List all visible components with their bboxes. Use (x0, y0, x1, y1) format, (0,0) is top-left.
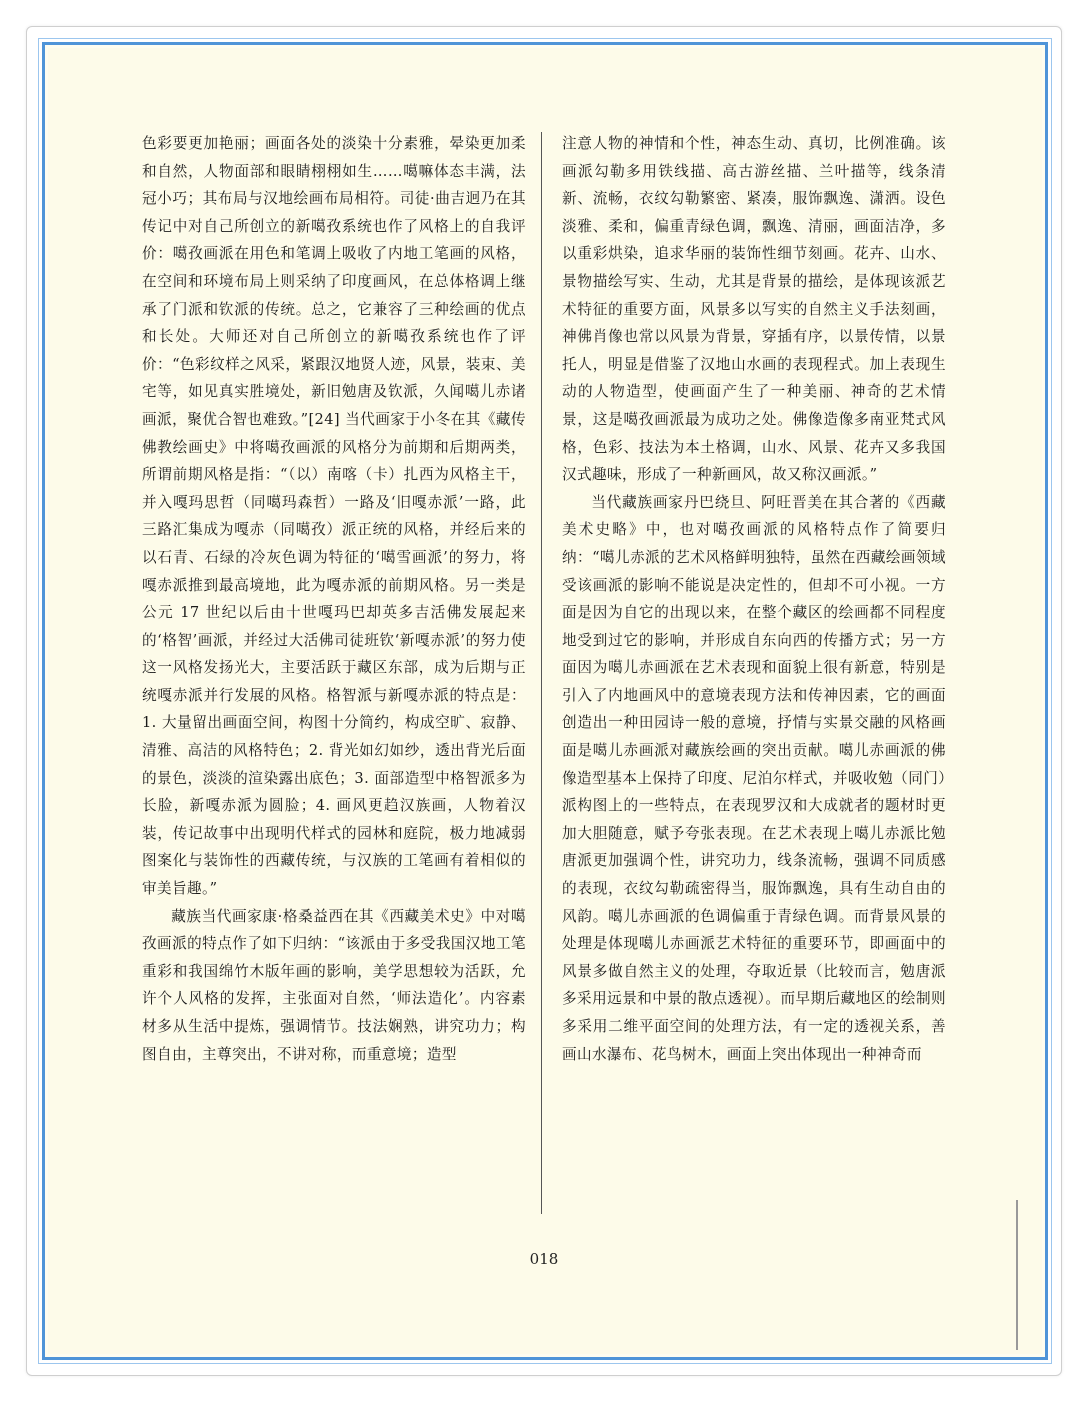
right-paragraph-2: 当代藏族画家丹巴绕旦、阿旺晋美在其合著的《西藏美术史略》中，也对噶孜画派的风格特点作了简要归纳：“噶儿赤派的艺术风格鲜明独特，虽然在西藏绘画领域受该画派的影响不能说是决定性的，但却不可小视。一方面是因为自它的出现以来，在整个藏区的绘画都不同程度地受到过它的影响，并形成自东向西的传播方式；另一方面因为噶儿赤画派在艺术表现和面貌上很有新意，特别是引入了内地画风中的意境表现方法和传神因素，它的画面创造出一种田园诗一般的意境，抒情与实景交融的风格画面是噶儿赤画派对藏族绘画的突出贡献。噶儿赤画派的佛像造型基本上保持了印度、尼泊尔样式，并吸收勉（同门）派构图上的一些特点，在表现罗汉和大成就者的题材时更加大胆随意，赋予夸张表现。在艺术表现上噶儿赤派比勉唐派更加强调个性，讲究功力，线条流畅，强调不同质感的表现，衣纹勾勒疏密得当，服饰飘逸，具有生动自由的风韵。噶儿赤画派的色调偏重于青绿色调。而背景风景的处理是体现噶儿赤画派艺术特征的重要环节，即画面中的风景多做自然主义的处理，夺取近景（比较而言，勉唐派多采用远景和中景的散点透视）。而早期后藏地区的绘制则多采用二维平面空间的处理方法，有一定的透视关系，善画山水瀑布、花鸟树木，画面上突出体现出一种神奇而 (562, 493, 946, 1063)
left-text-column (142, 130, 526, 1068)
scan-edge-mark (1016, 1200, 1018, 1350)
right-paragraph-1: 注意人物的神情和个性，神态生动、真切，比例准确。该画派勾勒多用铁线描、高古游丝描、兰叶描等，线条清新、流畅，衣纹勾勒繁密、紧凑，服饰飘逸、潇洒。设色淡雅、柔和，偏重青绿色调，飘逸、清丽，画面洁净，多以重彩烘染，追求华丽的装饰性细节刻画。花卉、山水、景物描绘写实、生动，尤其是背景的描绘，是体现该派艺术特征的重要方面，风景多以写实的自然主义手法刻画，神佛肖像也常以风景为背景，穿插有序，以景传情，以景托人，明显是借鉴了汉地山水画的表现程式。加上表现生动的人物造型，使画面产生了一种美丽、神奇的艺术情景，这是噶孜画派最为成功之处。佛像造像多南亚梵式风格，色彩、技法为本土格调，山水、风景、花卉又多我国汉式趣味，形成了一种新画风，故又称汉画派。” (562, 135, 946, 484)
left-paragraph-1: 色彩要更加艳丽；画面各处的淡染十分素雅，晕染更加柔和自然，人物面部和眼睛栩栩如生……噶嘛体态丰满，法冠小巧；其布局与汉地绘画布局相符。司徒·曲吉迥乃在其传记中对自己所创立的新噶孜系统也作了风格上的自我评价：噶孜画派在用色和笔调上吸收了内地工笔画的风格，在空间和环境布局上则采纳了印度画风，在总体格调上继承了门派和钦派的传统。总之，它兼容了三种绘画的优点和长处。大师还对自己所创立的新噶孜系统也作了评价：“色彩纹样之风采，紧跟汉地贤人迹，风景，装束、美宅等，如见真实胜境处，新旧勉唐及钦派，久闻噶儿赤诸画派，聚优合智也难致。”[24] 当代画家于小冬在其《藏传佛教绘画史》中将噶孜画派的风格分为前期和后期两类，所谓前期风格是指：“（以）南喀（卡）扎西为风格主干，并入嘎玛思哲（同噶玛森哲）一路及‘旧嘎赤派’一路，此三路汇集成为嘎赤（同噶孜）派正统的风格，并经后来的以石青、石绿的冷灰色调为特征的‘噶雪画派’的努力，将嘎赤派推到最高境地，此为嘎赤派的前期风格。另一类是公元 17 世纪以后由十世嘎玛巴却英多吉活佛发展起来的‘格智’画派，并经过大活佛司徒班钦‘新嘎赤派’的努力使这一风格发扬光大，主要活跃于藏区东部，成为后期与正统嘎赤派并行发展的风格。格智派与新嘎赤派的特点是：1. 大量留出画面空间，构图十分简约，构成空旷、寂静、清雅、高洁的风格特色；2. 背光如幻如纱，透出背光后面的景色，淡淡的渲染露出底色；3. 面部造型中格智派多为长脸，新嘎赤派为圆脸；4. 画风更趋汉族画，人物着汉装，传记故事中出现明代样式的园林和庭院，极力地减弱图案化与装饰性的西藏传统，与汉族的工笔画有着相似的审美旨趣。” (142, 135, 526, 898)
column-divider (541, 132, 542, 1214)
page-number: 018 (529, 1250, 559, 1268)
right-text-column (562, 130, 946, 1068)
left-paragraph-2: 藏族当代画家康·格桑益西在其《西藏美术史》中对噶孜画派的特点作了如下归纳：“该派由于多受我国汉地工笔重彩和我国绵竹木版年画的影响，美学思想较为活跃，允许个人风格的发挥，主张面对自然，‘师法造化’。内容素材多从生活中提炼，强调情节。技法娴熟，讲究功力；构图自由，主尊突出，不讲对称，而重意境；造型 (142, 907, 526, 1063)
